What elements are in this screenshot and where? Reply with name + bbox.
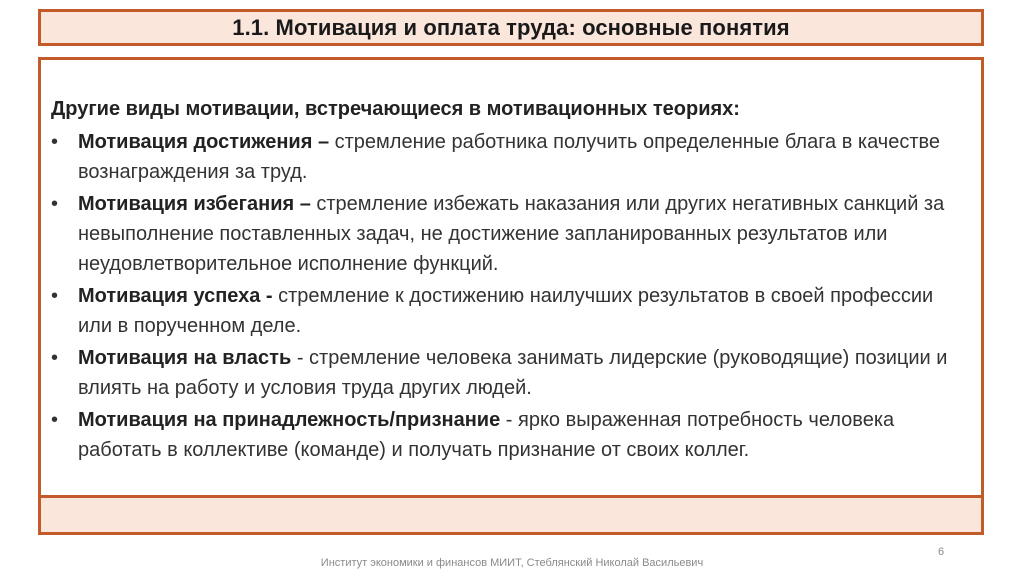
item-term: Мотивация успеха - — [78, 285, 273, 307]
bullet-icon: • — [51, 285, 59, 307]
content-area — [41, 60, 981, 495]
page-number: 6 — [938, 546, 945, 558]
item-text: - стремление человека занимать лидерские (руководящие) позиции и влиять на работу и условия труда других людей. — [78, 347, 948, 399]
content-panel — [38, 57, 984, 535]
item-term: Мотивация избегания – — [78, 193, 311, 215]
motivation-list — [51, 127, 966, 467]
slide-title: 1.1. Мотивация и оплата труда: основные понятия — [232, 14, 790, 40]
item-term: Мотивация на принадлежность/признание — [78, 409, 501, 431]
item-term: Мотивация на власть — [78, 347, 292, 369]
bullet-icon: • — [51, 347, 59, 369]
bottom-band — [41, 495, 981, 532]
item-text: стремление избежать наказания или других негативных санкций за невыполнение поставленных задач, не достижение запланированных результатов или неудовлетворительное исполнение функций. — [78, 193, 945, 275]
title-banner — [38, 9, 984, 46]
list-item — [51, 189, 966, 279]
bullet-icon: • — [51, 193, 59, 215]
bullet-icon: • — [51, 131, 59, 153]
intro-heading: Другие виды мотивации, встречающиеся в мотивационных теориях: — [51, 98, 740, 120]
list-item — [51, 343, 966, 403]
footer-text: Институт экономики и финансов МИИТ, Стеблянский Николай Васильевич — [320, 557, 704, 569]
list-item — [51, 281, 966, 341]
item-text: стремление к достижению наилучших результатов в своей профессии или в порученном деле. — [78, 285, 934, 337]
list-item — [51, 405, 966, 465]
item-text: - ярко выраженная потребность человека работать в коллективе (команде) и получать признание от своих коллег. — [78, 409, 895, 461]
list-item — [51, 127, 966, 187]
bullet-icon: • — [51, 409, 59, 431]
item-term: Мотивация достижения – — [78, 131, 330, 153]
item-text: стремление работника получить определенные блага в качестве вознаграждения за труд. — [78, 131, 941, 183]
